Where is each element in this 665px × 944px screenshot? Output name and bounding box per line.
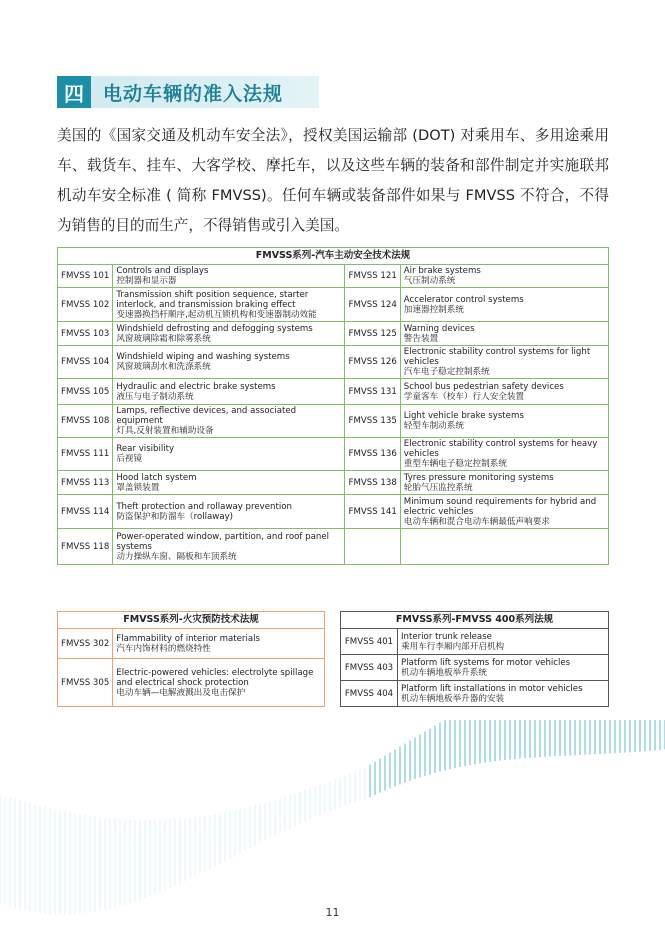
standard-code: FMVSS 118 <box>58 529 113 565</box>
standard-title <box>400 405 608 438</box>
english-title: Air brake systems <box>403 266 481 276</box>
chinese-title: 学童客车（校车）行人安全装置 <box>403 391 525 402</box>
standard-code: FMVSS 103 <box>58 322 113 346</box>
table-row <box>58 529 609 565</box>
standard-code: FMVSS 401 <box>341 629 398 655</box>
english-title: Tyres pressure monitoring systems <box>403 472 554 483</box>
standard-title <box>400 495 608 529</box>
chinese-title: 汽车内饰材料的燃烧特性 <box>116 643 211 654</box>
chinese-title: 灯具,反射装置和辅助设备 <box>116 426 214 436</box>
standard-code <box>345 529 400 565</box>
standard-code: FMVSS 105 <box>58 379 113 405</box>
standard-code: FMVSS 131 <box>345 379 400 405</box>
standard-title <box>400 346 608 379</box>
english-title: Transmission shift position sequence, starter interlock, and transmission braking effect <box>116 289 309 310</box>
chinese-title: 警告装置 <box>403 333 439 344</box>
chinese-title: 机动车辆地板举升系统 <box>401 667 487 678</box>
standard-title <box>398 629 609 655</box>
page-number: 11 <box>325 906 340 919</box>
table-row <box>58 471 609 495</box>
chinese-title: 机动车辆地板举升器的安装 <box>401 693 505 704</box>
table-row <box>341 655 609 681</box>
standard-title <box>400 322 608 346</box>
english-title: Electronic stability control systems for heavy vehicles <box>403 439 598 459</box>
standard-code: FMVSS 302 <box>58 629 113 659</box>
chinese-title: 轮胎气压监控系统 <box>403 482 473 493</box>
chinese-title: 后视镜 <box>116 454 143 464</box>
fire-prevention-table-caption: FMVSS系列-火灾预防技术法规 <box>58 612 325 629</box>
english-title: Electric-powered vehicles: electrolyte spillage and electrical shock protection <box>116 667 314 688</box>
standard-title <box>113 471 345 495</box>
english-title: Accelerator control systems <box>403 294 524 305</box>
chinese-title: 乘用车行李厢内部开启机构 <box>401 641 505 652</box>
standard-title <box>113 405 345 438</box>
chinese-title: 风窗玻璃刮水和洗涤系统 <box>116 362 211 372</box>
table-row <box>341 629 609 655</box>
chinese-title: 控制器和显示器 <box>116 276 177 286</box>
section-heading <box>57 76 319 108</box>
standard-title <box>113 495 345 529</box>
table-row <box>58 629 325 659</box>
chinese-title: 电动车辆和混合电动车辆最低声响要求 <box>403 516 550 527</box>
standard-code: FMVSS 126 <box>345 346 400 379</box>
standard-code: FMVSS 141 <box>345 495 400 529</box>
active-safety-table-caption: FMVSS系列-汽车主动安全技术法规 <box>58 248 609 265</box>
standard-code: FMVSS 111 <box>58 438 113 471</box>
english-title: Power-operated window, partition, and roof panel systems <box>116 531 330 552</box>
fire-prevention-table <box>57 611 325 707</box>
standard-title <box>400 471 608 495</box>
standard-title <box>113 322 345 346</box>
table-row <box>341 681 609 707</box>
table-row <box>58 438 609 471</box>
standard-title <box>113 629 325 659</box>
english-title: Lamps, reflective devices, and associated equipment <box>116 406 297 426</box>
standard-code: FMVSS 305 <box>58 659 113 707</box>
standard-code: FMVSS 102 <box>58 288 113 322</box>
english-title: Electronic stability control systems for light vehicles <box>403 347 591 367</box>
standard-title <box>400 529 608 565</box>
chinese-title: 气压制动系统 <box>403 276 456 286</box>
series400-table-caption: FMVSS系列-FMVSS 400系列法规 <box>341 612 609 629</box>
chinese-title: 重型车辆电子稳定控制系统 <box>403 459 507 469</box>
english-title: Windshield wiping and washing systems <box>116 352 290 362</box>
english-title: Rear visibility <box>116 444 175 454</box>
english-title: Warning devices <box>403 323 475 334</box>
chinese-title: 罩盖锁装置 <box>116 482 160 493</box>
standard-code: FMVSS 403 <box>341 655 398 681</box>
english-title: Platform lift systems for motor vehicles <box>401 657 571 668</box>
chinese-title: 汽车电子稳定控制系统 <box>403 367 490 377</box>
english-title: Minimum sound requirements for hybrid and electric vehicles <box>403 496 597 517</box>
english-title: School bus pedestrian safety devices <box>403 381 564 392</box>
standard-title <box>398 681 609 707</box>
standard-code: FMVSS 121 <box>345 265 400 288</box>
standard-code: FMVSS 125 <box>345 322 400 346</box>
standard-title <box>400 438 608 471</box>
english-title: Platform lift installations in motor vehicles <box>401 683 583 694</box>
standard-title <box>113 659 325 707</box>
english-title: Light vehicle brake systems <box>403 411 524 421</box>
table-row <box>58 495 609 529</box>
table-row <box>58 265 609 288</box>
english-title: Controls and displays <box>116 266 209 276</box>
table-row <box>58 346 609 379</box>
standard-code: FMVSS 124 <box>345 288 400 322</box>
english-title: Hydraulic and electric brake systems <box>116 381 276 392</box>
english-title: Windshield defrosting and defogging systems <box>116 323 313 334</box>
table-row <box>58 659 325 707</box>
section-title: 电动车辆的准入法规 <box>103 82 284 105</box>
standard-title <box>113 529 345 565</box>
standard-code: FMVSS 404 <box>341 681 398 707</box>
standard-code: FMVSS 104 <box>58 346 113 379</box>
section-number: 四 <box>57 76 91 108</box>
standard-code: FMVSS 138 <box>345 471 400 495</box>
standard-title <box>400 265 608 288</box>
standard-code: FMVSS 108 <box>58 405 113 438</box>
chinese-title: 变速器换挡杆顺序,起动机互锁机构和变速器制动效能 <box>116 309 317 320</box>
chinese-title: 防盗保护和防溜车（rollaway) <box>116 511 234 522</box>
table-row <box>58 322 609 346</box>
chinese-title: 轻型车制动系统 <box>403 421 464 431</box>
standard-title <box>400 379 608 405</box>
standard-title <box>400 288 608 322</box>
standard-title <box>113 379 345 405</box>
standard-title <box>113 265 345 288</box>
intro-paragraph: 美国的《国家交通及机动车安全法》，授权美国运输部 (DOT) 对乘用车、多用途乘用车、载货车、挂车、大客学校、摩托车，以及这些车辆的装备和部件制定并实施联邦机动车安全标准 ( 简称 FMVSS)。任何车辆或装备部件如果与 FMVSS 不符合，不得为销售的目的而生产，不得销售或引入美国。 <box>57 127 609 234</box>
english-title: Flammability of interior materials <box>116 633 260 644</box>
english-title: Theft protection and rollaway prevention <box>116 501 292 512</box>
chinese-title: 动力操纵车窗、隔板和车顶系统 <box>116 551 237 562</box>
active-safety-table <box>57 247 609 565</box>
standard-code: FMVSS 101 <box>58 265 113 288</box>
standard-code: FMVSS 114 <box>58 495 113 529</box>
standard-title <box>113 438 345 471</box>
standard-title <box>398 655 609 681</box>
standard-code: FMVSS 135 <box>345 405 400 438</box>
chinese-title: 风窗玻璃除霜和除雾系统 <box>116 333 211 344</box>
chinese-title: 液压与电子制动系统 <box>116 391 194 402</box>
english-title: Interior trunk release <box>401 631 492 642</box>
standard-title <box>113 346 345 379</box>
chinese-title: 加速器控制系统 <box>403 304 464 315</box>
chinese-title: 电动车辆—电解液溅出及电击保护 <box>116 687 246 698</box>
table-row <box>58 288 609 322</box>
table-row <box>58 379 609 405</box>
standard-title <box>113 288 345 322</box>
standard-code: FMVSS 136 <box>345 438 400 471</box>
english-title: Hood latch system <box>116 472 197 483</box>
series400-table <box>340 611 609 707</box>
standard-code: FMVSS 113 <box>58 471 113 495</box>
table-row <box>58 405 609 438</box>
